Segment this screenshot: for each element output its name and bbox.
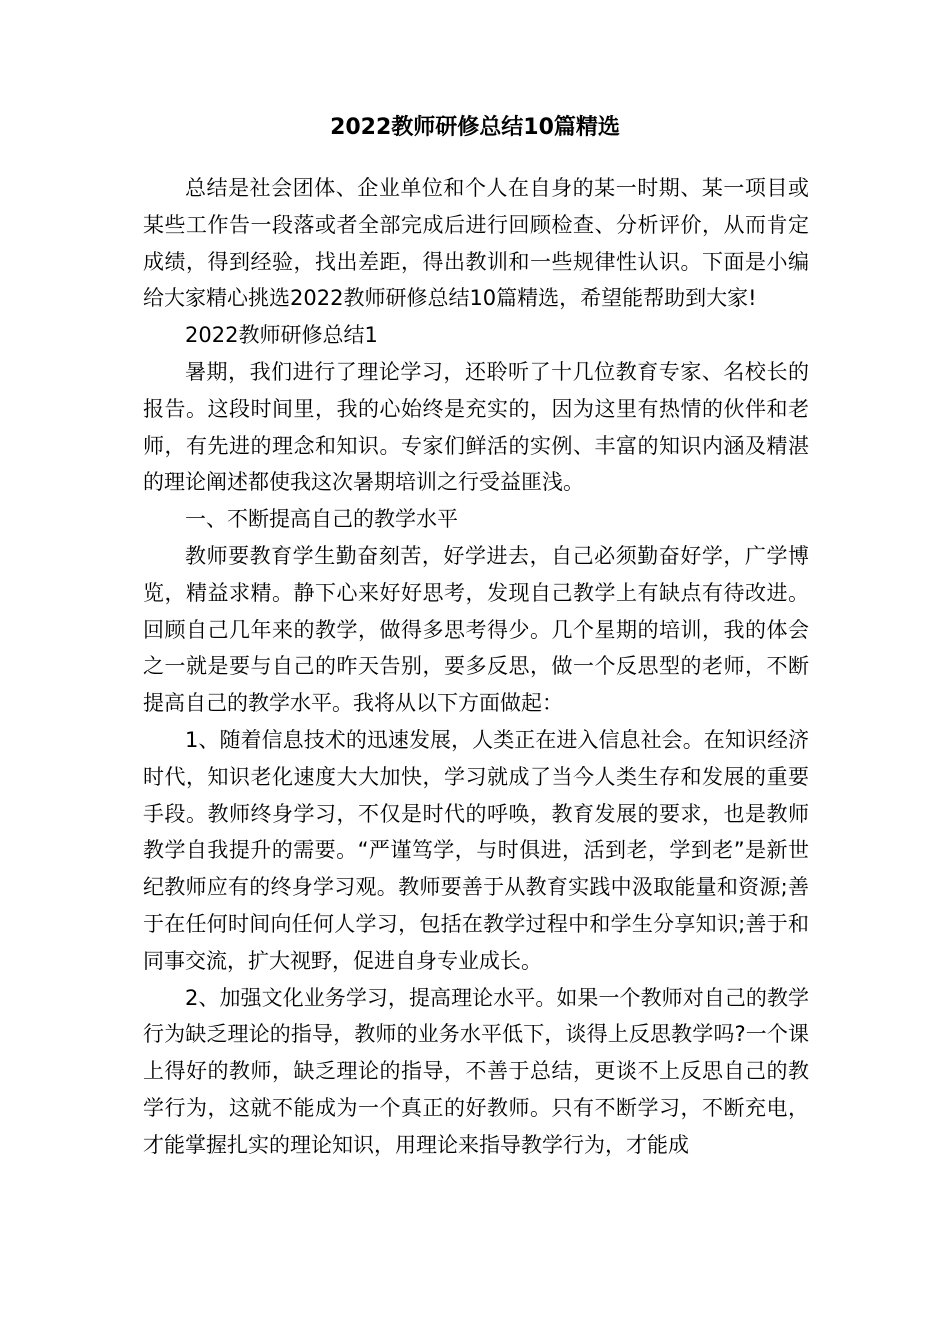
body-paragraph: 教师要教育学生勤奋刻苦，好学进去，自己必须勤奋好学，广学博览，精益求精。静下心来好好思考，发现自己教学上有缺点有待改进。回顾自己几年来的教学，做得多思考得少。几个星期的培训，我的体会之一就是要与自己的昨天告别，要多反思，做一个反思型的老师，不断提高自己的教学水平。我将从以下方面做起：: [143, 543, 809, 716]
section-heading: 2022教师研修总结1: [185, 323, 378, 348]
subsection-heading: 一、不断提高自己的教学水平: [185, 507, 458, 532]
intro-paragraph: 总结是社会团体、企业单位和个人在自身的某一时期、某一项目或某些工作告一段落或者全部完成后进行回顾检查、分析评价，从而肯定成绩，得到经验，找出差距，得出教训和一些规律性认识。下面是小编给大家精心挑选2022教师研修总结10篇精选，希望能帮助到大家!: [143, 176, 809, 311]
document-title: 2022教师研修总结10篇精选: [330, 115, 620, 140]
body-paragraph: 暑期，我们进行了理论学习，还聆听了十几位教育专家、名校长的报告。这段时间里，我的心始终是充实的，因为这里有热情的伙伴和老师，有先进的理念和知识。专家们鲜活的实例、丰富的知识内涵及精湛的理论阐述都使我这次暑期培训之行受益匪浅。: [143, 359, 809, 495]
document-body: [143, 170, 809, 1164]
body-paragraph: 1、随着信息技术的迅速发展，人类正在进入信息社会。在知识经济时代，知识老化速度大大加快，学习就成了当今人类生存和发展的重要手段。教师终身学习，不仅是时代的呼唤，教育发展的要求，也是教师教学自我提升的需要。“严谨笃学，与时俱进，活到老，学到老”是新世纪教师应有的终身学习观。教师要善于从教育实践中汲取能量和资源;善于在任何时间向任何人学习，包括在教学过程中和学生分享知识;善于和同事交流，扩大视野，促进自身专业成长。: [143, 727, 809, 973]
body-paragraph: 2、加强文化业务学习，提高理论水平。如果一个教师对自己的教学行为缺乏理论的指导，教师的业务水平低下，谈得上反思教学吗?一个课上得好的教师，缺乏理论的指导，不善于总结，更谈不上反思自己的教学行为，这就不能成为一个真正的好教师。只有不断学习，不断充电，才能掌握扎实的理论知识，用理论来指导教学行为，才能成: [143, 985, 809, 1157]
